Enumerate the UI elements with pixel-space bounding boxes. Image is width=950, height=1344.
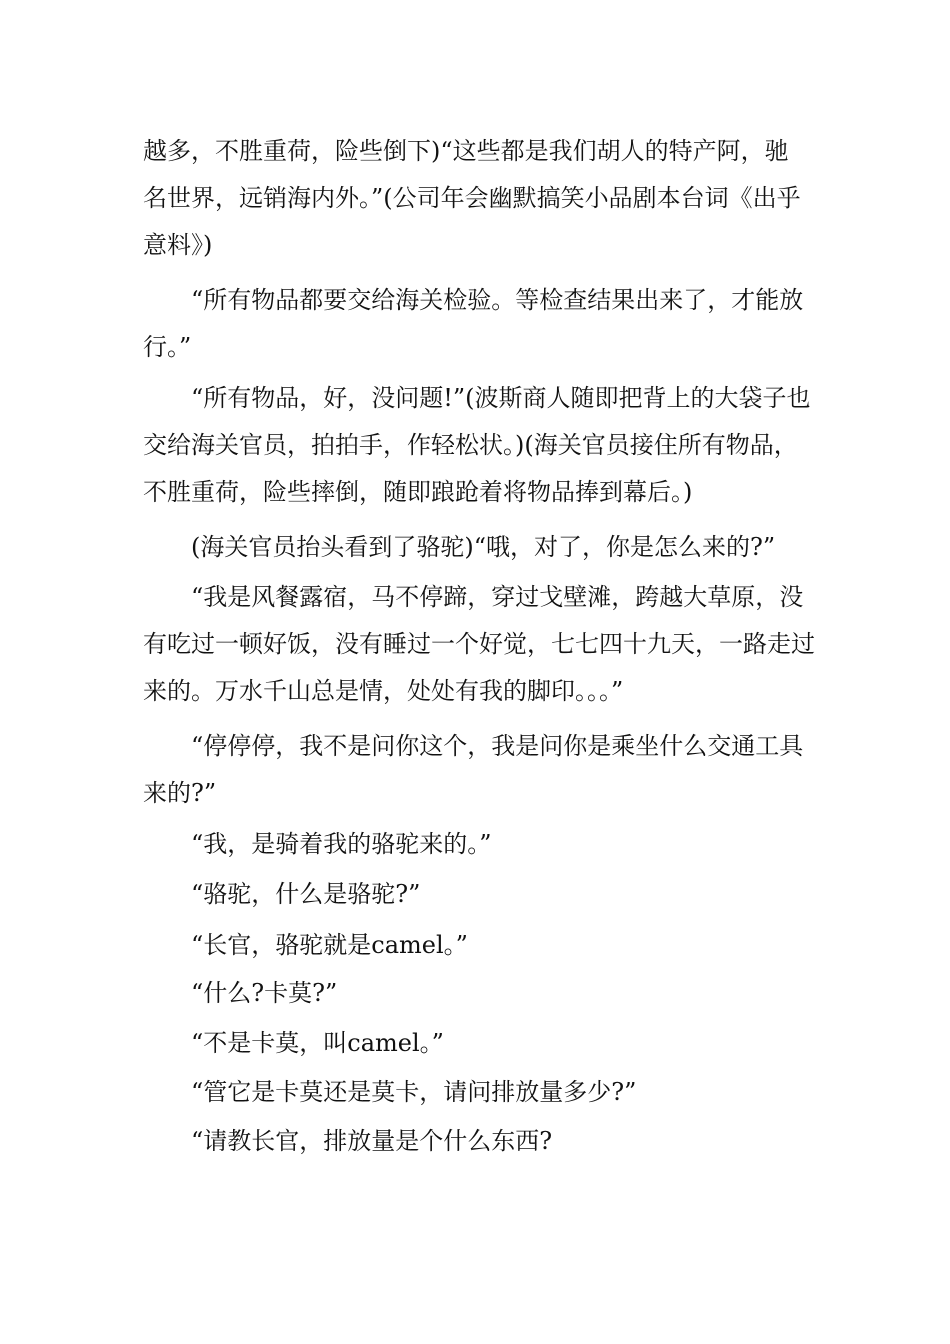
paragraph: “长官，骆驼就是camel。”: [191, 931, 468, 959]
paragraph: “停停停，我不是问你这个，我是问你是乘坐什么交通工具来的?”: [143, 732, 804, 807]
paragraph: “不是卡莫，叫camel。”: [191, 1029, 444, 1057]
paragraph: “所有物品都要交给海关检验。等检查结果出来了，才能放行。”: [143, 286, 804, 361]
paragraph: “我，是骑着我的骆驼来的。”: [191, 830, 492, 858]
paragraph: (海关官员抬头看到了骆驼)“哦，对了，你是怎么来的?”: [191, 533, 776, 561]
paragraph-continuation: 越多，不胜重荷，险些倒下)“这些都是我们胡人的特产阿，驰名世界，远销海内外。”(公司年会幽默搞笑小品剧本台词《出乎意料》): [143, 137, 801, 259]
paragraph: “我是风餐露宿，马不停蹄，穿过戈壁滩，跨越大草原，没有吃过一顿好饭，没有睡过一个好觉，七七四十九天，一路走过来的。万水千山总是情，处处有我的脚印。。。”: [143, 583, 815, 705]
paragraph: “请教长官，排放量是个什么东西?: [191, 1127, 553, 1155]
paragraph: “所有物品，好，没问题!”(波斯商人随即把背上的大袋子也交给海关官员，拍拍手，作轻松状。)(海关官员接住所有物品，不胜重荷，险些摔倒，随即踉跄着将物品捧到幕后。): [143, 384, 811, 506]
paragraph: “什么?卡莫?”: [191, 979, 338, 1007]
paragraph: “管它是卡莫还是莫卡，请问排放量多少?”: [191, 1078, 637, 1106]
paragraph: “骆驼，什么是骆驼?”: [191, 880, 421, 908]
